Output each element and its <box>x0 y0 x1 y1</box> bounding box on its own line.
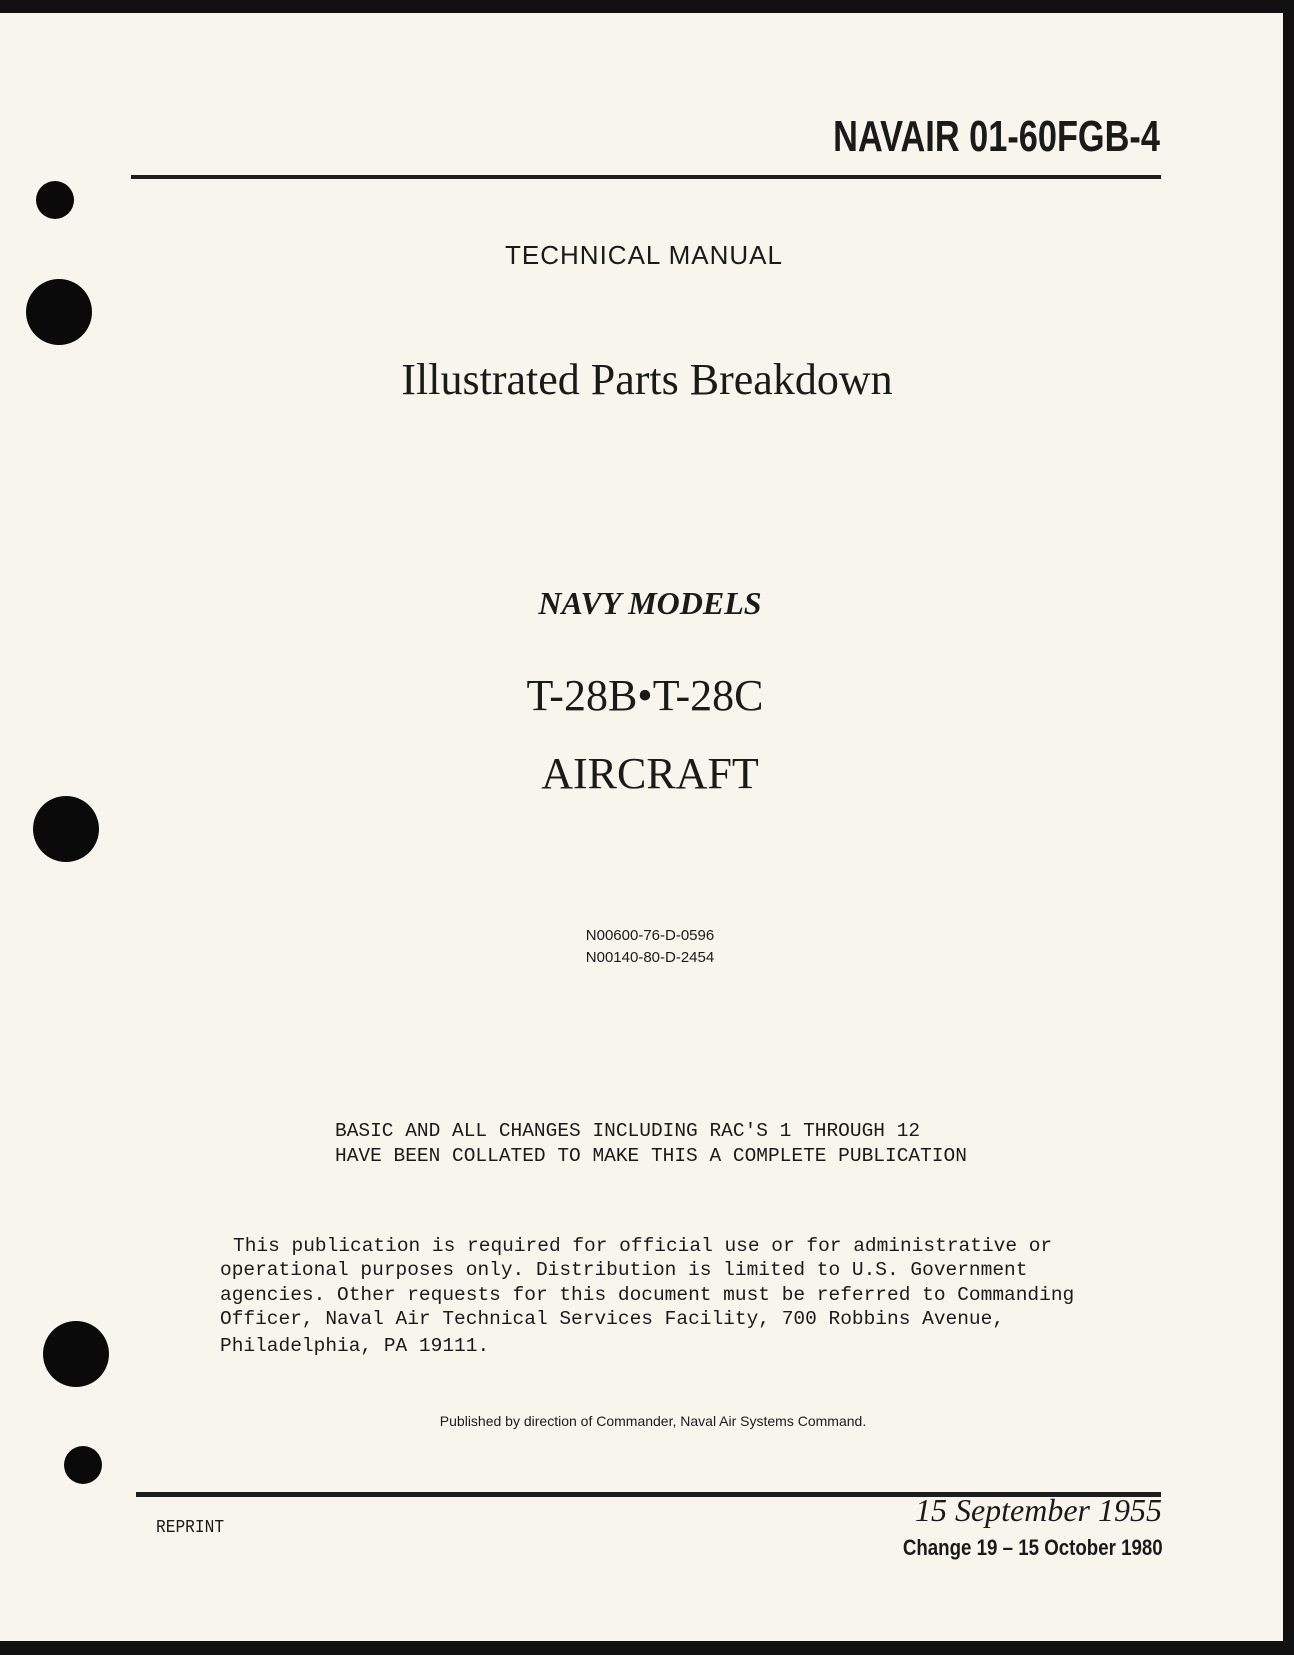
distribution-line: This publication is required for official use or for administrative or <box>233 1235 1053 1257</box>
binder-hole <box>36 181 74 219</box>
publication-date: 15 September 1955 <box>914 1492 1162 1528</box>
binder-hole <box>33 796 99 862</box>
contract-number: N00140-80-D-2454 <box>585 949 715 966</box>
distribution-line: Officer, Naval Air Technical Services Facility, 700 Robbins Avenue, <box>220 1308 1005 1330</box>
binder-hole <box>26 279 92 345</box>
change-date: Change 19 – 15 October 1980 <box>903 1535 1163 1560</box>
contract-number: N00600-76-D-0596 <box>585 927 715 944</box>
collation-notice-line: BASIC AND ALL CHANGES INCLUDING RAC'S 1 THROUGH 12 <box>335 1120 921 1142</box>
manual-category: TECHNICAL MANUAL <box>505 240 783 270</box>
distribution-line: agencies. Other requests for this document must be referred to Commanding <box>220 1284 1075 1306</box>
binder-hole <box>64 1446 102 1484</box>
reprint-label: REPRINT <box>156 1518 225 1538</box>
distribution-line: operational purposes only. Distribution is limited to U.S. Government <box>220 1259 1028 1281</box>
document-number: NAVAIR 01-60FGB-4 <box>833 112 1160 161</box>
published-by: Published by direction of Commander, Naval Air Systems Command. <box>439 1413 867 1429</box>
header-rule <box>131 175 1161 179</box>
aircraft-label: AIRCRAFT <box>541 749 759 798</box>
navy-models-heading: NAVY MODELS <box>538 585 762 621</box>
manual-title: Illustrated Parts Breakdown <box>401 355 893 404</box>
binder-hole <box>43 1321 109 1387</box>
aircraft-models: T-28B•T-28C <box>526 671 764 720</box>
distribution-line: Philadelphia, PA 19111. <box>220 1335 490 1357</box>
collation-notice-line: HAVE BEEN COLLATED TO MAKE THIS A COMPLETE PUBLICATION <box>335 1145 967 1167</box>
